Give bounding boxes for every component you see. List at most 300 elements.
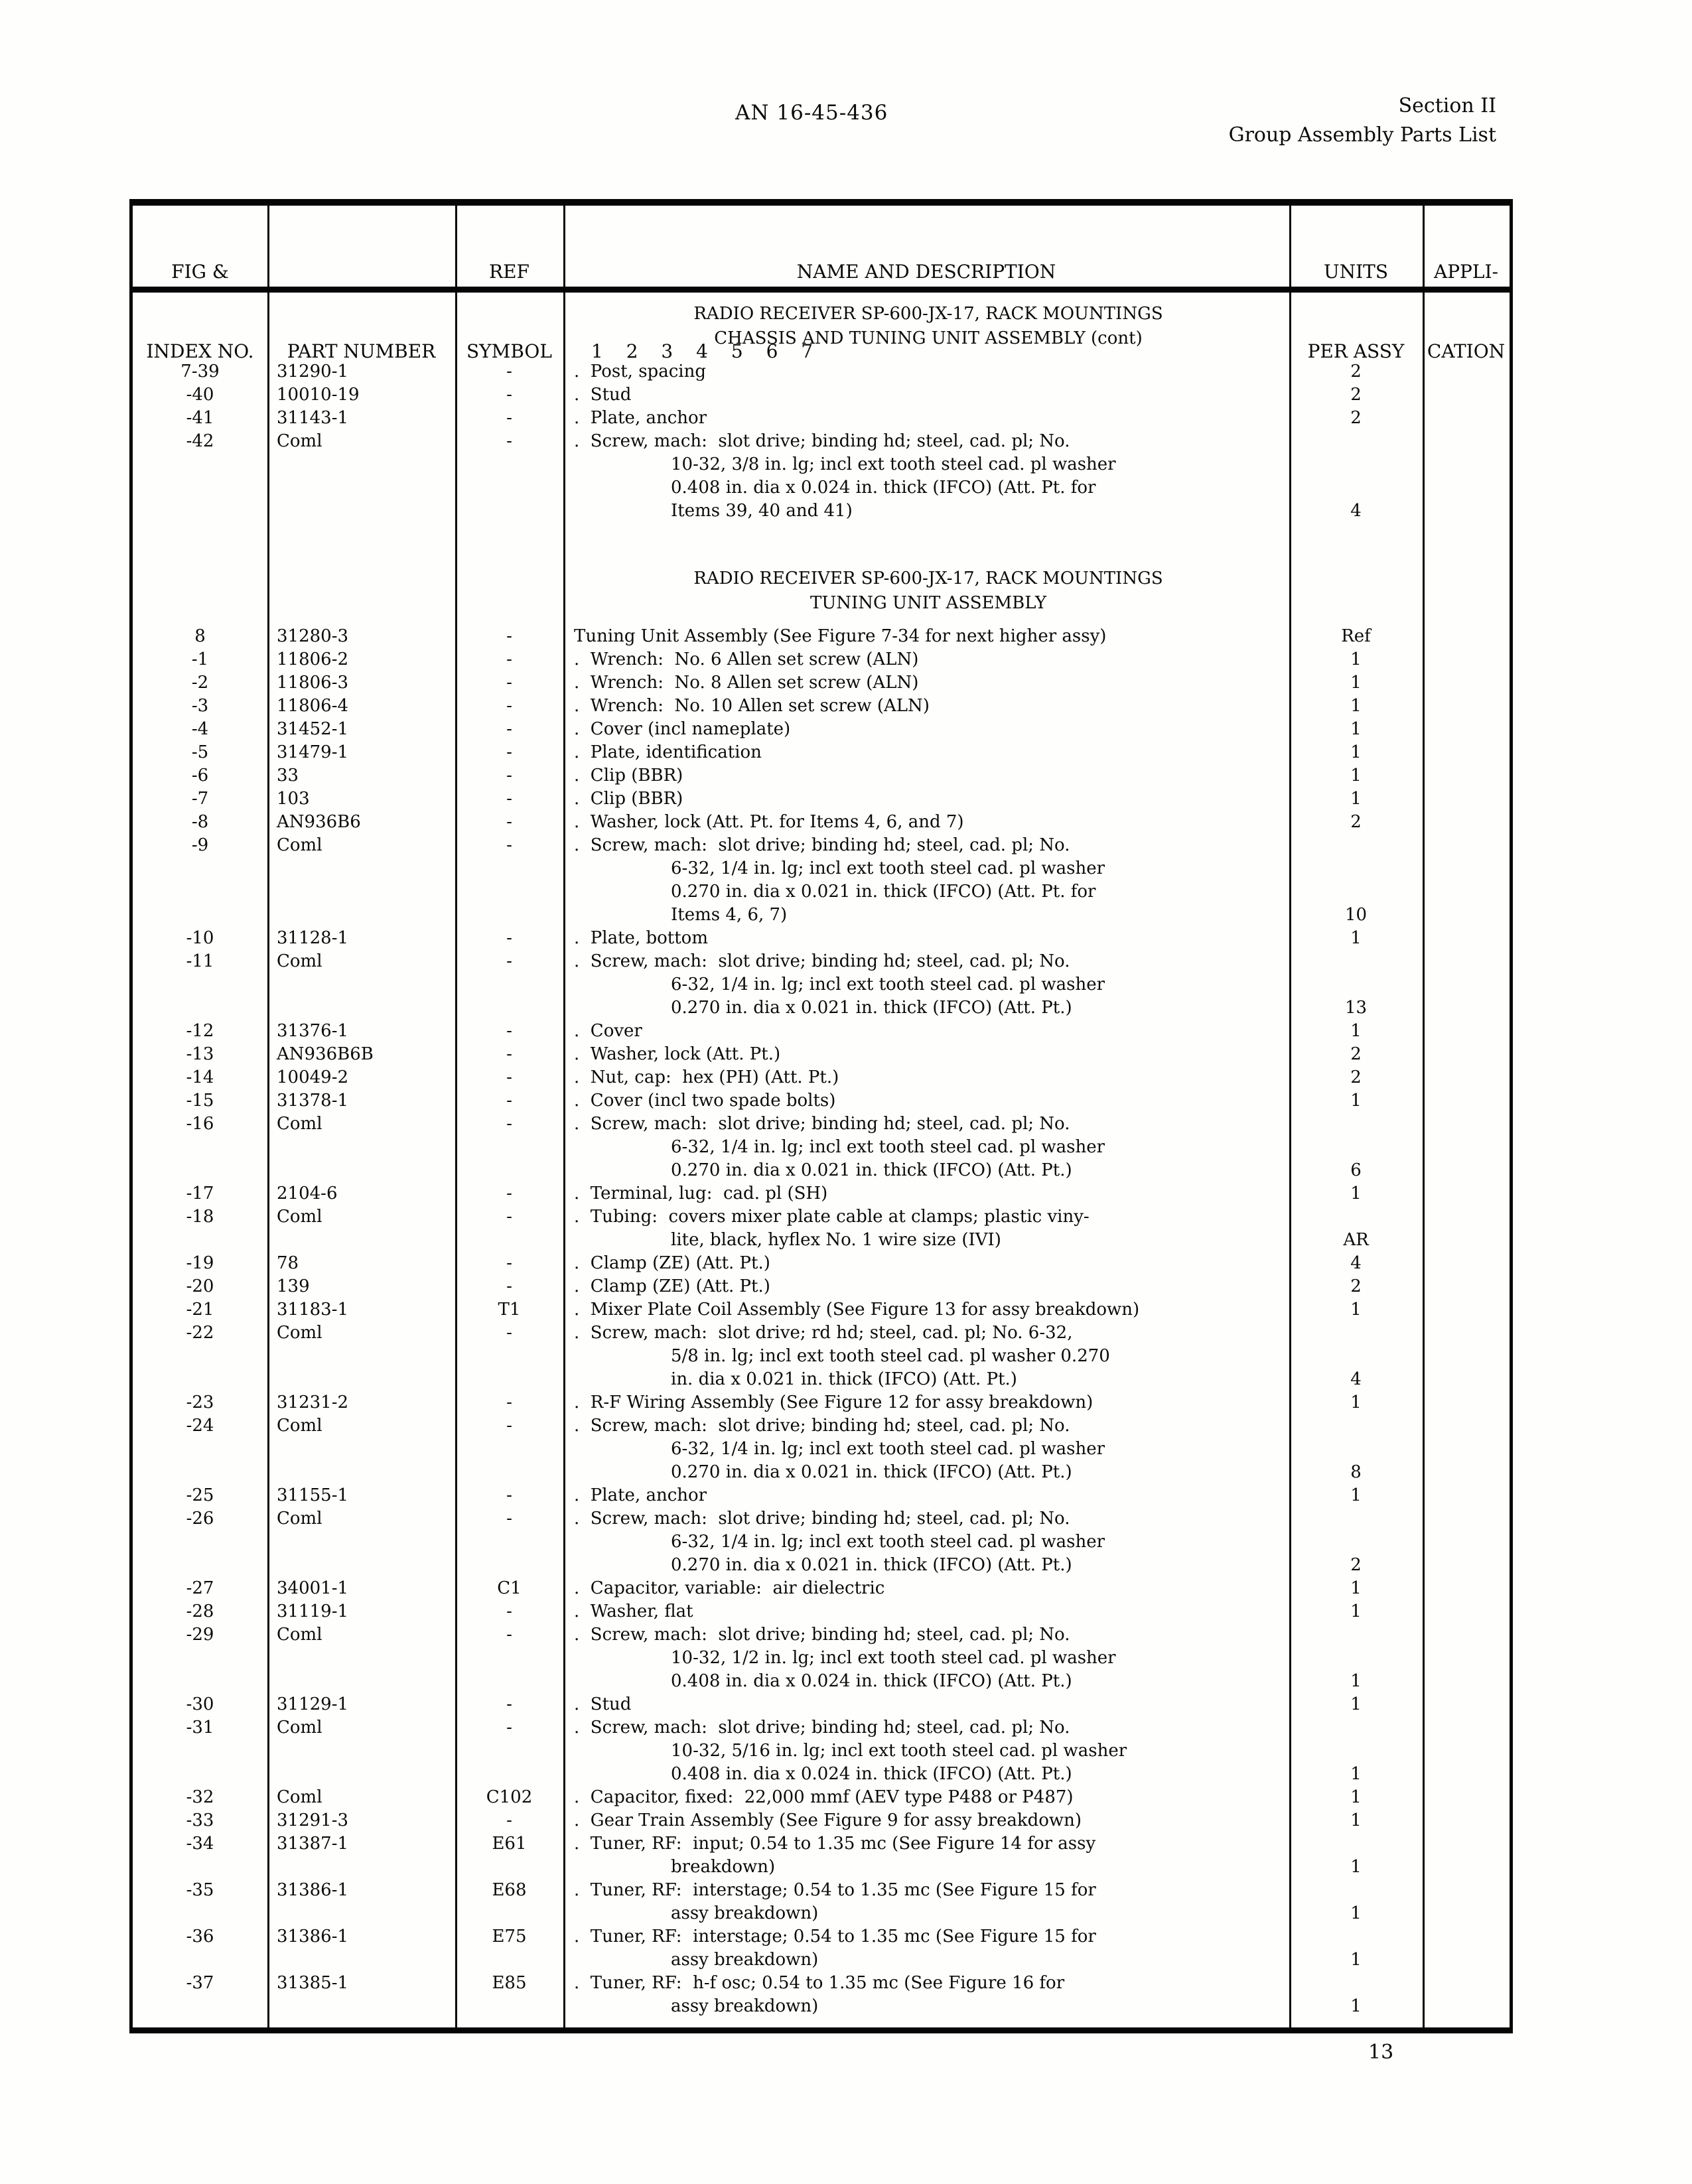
units-per-assy-cell: 1 [1350,1694,1362,1714]
part-number-cell: 31280-3 [277,626,349,646]
application-cell [1423,1252,1510,1275]
units-per-assy-cell: 2 [1350,812,1362,832]
units-per-assy-cell: 4 [1350,501,1362,521]
ref-symbol-cell: - [506,1810,512,1830]
part-number-cell: Coml [277,1718,322,1738]
part-number-cell: 34001-1 [277,1578,349,1598]
description-line: . Screw, mach: slot drive; binding hd; steel, cad. pl; No. [574,431,1070,451]
description-line: assy breakdown) [671,1950,819,1970]
description-cell [563,1252,1289,1275]
part-number-cell: 31386-1 [277,1927,349,1946]
description-cell [563,648,1289,671]
fig-index-cell: -35 [186,1880,214,1900]
units-per-assy-cell: 4 [1350,1253,1362,1273]
application-cell [1423,671,1510,695]
part-number-cell: AN936B6B [277,1044,374,1064]
part-row [133,1182,1510,1205]
column-divider [267,206,269,2027]
description-cell [563,718,1289,741]
units-per-assy-cell: 1 [1350,1671,1362,1691]
ref-symbol-cell: E75 [492,1927,527,1946]
description-line: . Washer, lock (Att. Pt. for Items 4, 6, and 7) [574,812,964,832]
ref-symbol-cell: - [506,673,512,693]
ref-symbol-cell: - [506,1184,512,1203]
application-cell [1423,1925,1510,1972]
units-per-assy-cell: 1 [1350,1485,1362,1505]
description-line: 0.270 in. dia x 0.021 in. thick (IFCO) (Att. Pt.) [671,1160,1072,1180]
ref-symbol-cell: - [506,1509,512,1529]
section-title-line: RADIO RECEIVER SP-600-JX-17, RACK MOUNTINGS [693,569,1163,588]
description-line: . Cover [574,1021,642,1041]
ref-symbol-cell: - [506,649,512,669]
ref-symbol-cell: - [506,696,512,716]
application-cell [1423,1809,1510,1832]
fig-index-cell: -24 [186,1416,214,1436]
fig-index-cell: -3 [191,696,209,716]
part-number-cell: 31119-1 [277,1602,349,1621]
header-name-description-line1: NAME AND DESCRIPTION [796,261,1056,283]
application-cell [1423,1391,1510,1414]
description-line: . Screw, mach: slot drive; binding hd; steel, cad. pl; No. [574,951,1070,971]
part-number-cell: 31128-1 [277,928,349,948]
ref-symbol-cell: - [506,362,512,381]
part-row [133,360,1510,383]
application-cell [1423,1716,1510,1786]
units-per-assy-cell: 1 [1350,1764,1362,1784]
ref-symbol-cell: - [506,1416,512,1436]
description-cell [563,927,1289,950]
units-per-assy-cell: 1 [1350,1810,1362,1830]
description-line: . Wrench: No. 8 Allen set screw (ALN) [574,673,919,693]
ref-symbol-cell: - [506,1067,512,1087]
description-cell [563,950,1289,1020]
description-line: . Screw, mach: slot drive; rd hd; steel, cad. pl; No. 6-32, [574,1323,1073,1343]
description-cell [563,1182,1289,1205]
part-number-cell: 33 [277,766,299,785]
description-cell [563,1786,1289,1809]
description-line: . Clamp (ZE) (Att. Pt.) [574,1276,770,1296]
fig-index-cell: -27 [186,1578,214,1598]
part-row [133,1322,1510,1391]
part-row [133,1298,1510,1322]
units-per-assy-cell: 13 [1344,998,1368,1018]
description-line: . Plate, identification [574,742,762,762]
column-divider [1289,206,1291,2027]
table-body [133,293,1510,2018]
application-cell [1423,407,1510,430]
ref-symbol-cell: E61 [492,1834,527,1854]
ref-symbol-cell: - [506,1276,512,1296]
description-line: . Screw, mach: slot drive; binding hd; steel, cad. pl; No. [574,1416,1070,1436]
description-line: . Screw, mach: slot drive; binding hd; steel, cad. pl; No. [574,1625,1070,1645]
part-number-cell: Coml [277,431,322,451]
part-row [133,1205,1510,1252]
description-line: lite, black, hyflex No. 1 wire size (IVI) [671,1230,1001,1250]
description-line: . Washer, flat [574,1602,693,1621]
description-cell [563,1577,1289,1600]
description-cell [563,1322,1289,1391]
application-cell [1423,834,1510,927]
description-cell [563,764,1289,787]
description-line: . Cover (incl two spade bolts) [574,1091,836,1111]
part-number-cell: 31143-1 [277,408,349,428]
header-fig-index-line2: INDEX NO. [146,340,254,362]
description-cell [563,834,1289,927]
description-line: . Tuner, RF: interstage; 0.54 to 1.35 mc (See Figure 15 for [574,1880,1096,1900]
part-row [133,1275,1510,1298]
application-cell [1423,1089,1510,1113]
description-line: . Screw, mach: slot drive; binding hd; steel, cad. pl; No. [574,1509,1070,1529]
units-per-assy-cell: 4 [1350,1369,1362,1389]
description-line: . Tuner, RF: h-f osc; 0.54 to 1.35 mc (See Figure 16 for [574,1973,1065,1993]
part-number-cell: 31386-1 [277,1880,349,1900]
application-cell [1423,1275,1510,1298]
ref-symbol-cell: - [506,626,512,646]
fig-index-cell: -37 [186,1973,214,1993]
units-per-assy-cell: 2 [1350,408,1362,428]
description-line: assy breakdown) [671,1903,819,1923]
units-per-assy-cell: 1 [1350,1996,1362,2016]
description-cell [563,1879,1289,1925]
description-line: 0.270 in. dia x 0.021 in. thick (IFCO) (Att. Pt.) [671,998,1072,1018]
description-line: . Terminal, lug: cad. pl (SH) [574,1184,828,1203]
part-number-cell: Coml [277,1625,322,1645]
units-per-assy-cell: Ref [1341,626,1371,646]
part-row [133,787,1510,811]
description-line: 0.270 in. dia x 0.021 in. thick (IFCO) (Att. Pt. for [671,882,1096,902]
header-ref-symbol-line2: SYMBOL [466,340,552,362]
description-cell [563,671,1289,695]
part-number-cell: 2104-6 [277,1184,338,1203]
part-number-cell: 103 [277,789,310,809]
ref-symbol-cell: - [506,766,512,785]
part-row [133,718,1510,741]
ref-symbol-cell: T1 [498,1300,521,1320]
application-cell [1423,950,1510,1020]
part-row [133,1089,1510,1113]
header-indenture-levels: 1 2 3 4 5 6 7 [591,340,813,362]
part-number-cell: Coml [277,1787,322,1807]
description-cell [563,1391,1289,1414]
ref-symbol-cell: E68 [492,1880,527,1900]
description-cell [563,1298,1289,1322]
description-line: . Wrench: No. 10 Allen set screw (ALN) [574,696,930,716]
units-per-assy-cell: 2 [1350,362,1362,381]
description-line: . Screw, mach: slot drive; binding hd; steel, cad. pl; No. [574,1114,1070,1134]
part-row [133,764,1510,787]
application-cell [1423,1298,1510,1322]
fig-index-cell: -21 [186,1300,214,1320]
description-line: 6-32, 1/4 in. lg; incl ext tooth steel cad. pl washer [671,975,1105,994]
units-per-assy-cell: 2 [1350,1067,1362,1087]
fig-index-cell: -26 [186,1509,214,1529]
assembly-section [133,567,1510,2018]
fig-index-cell: -10 [186,928,214,948]
part-row [133,648,1510,671]
description-cell [563,430,1289,523]
ref-symbol-cell: - [506,1021,512,1041]
application-cell [1423,383,1510,407]
description-line: . Wrench: No. 6 Allen set screw (ALN) [574,649,919,669]
part-row [133,430,1510,523]
application-cell [1423,1020,1510,1043]
application-cell [1423,1600,1510,1623]
description-line: 10-32, 5/16 in. lg; incl ext tooth steel cad. pl washer [671,1741,1127,1761]
fig-index-cell: -19 [186,1253,214,1273]
part-number-cell: 31155-1 [277,1485,349,1505]
description-line: 5/8 in. lg; incl ext tooth steel cad. pl washer 0.270 [671,1346,1110,1366]
description-cell [563,1809,1289,1832]
description-cell [563,1275,1289,1298]
description-line: 10-32, 1/2 in. lg; incl ext tooth steel cad. pl washer [671,1648,1116,1668]
description-cell [563,1043,1289,1066]
ref-symbol-cell: - [506,1114,512,1134]
ref-symbol-cell: - [506,951,512,971]
fig-index-cell: -14 [186,1067,214,1087]
column-divider [1423,206,1425,2027]
fig-index-cell: -20 [186,1276,214,1296]
section-reference-line2: Group Assembly Parts List [1228,123,1496,147]
part-number-cell: 31387-1 [277,1834,349,1854]
units-per-assy-cell: 1 [1350,1602,1362,1621]
fig-index-cell: -7 [191,789,209,809]
part-row [133,950,1510,1020]
part-number-cell: 31129-1 [277,1694,349,1714]
fig-index-cell: -2 [191,673,209,693]
part-number-cell: Coml [277,835,322,855]
application-cell [1423,1414,1510,1484]
part-number-cell: Coml [277,1323,322,1343]
part-row [133,1577,1510,1600]
description-line: 0.408 in. dia x 0.024 in. thick (IFCO) (Att. Pt.) [671,1764,1072,1784]
column-divider [455,206,457,2027]
fig-index-cell: -16 [186,1114,214,1134]
description-line: 6-32, 1/4 in. lg; incl ext tooth steel cad. pl washer [671,1532,1105,1552]
units-per-assy-cell: 1 [1350,1787,1362,1807]
description-cell [563,1716,1289,1786]
part-row [133,1809,1510,1832]
description-cell [563,407,1289,430]
part-row [133,1786,1510,1809]
fig-index-cell: -5 [191,742,209,762]
part-row [133,1600,1510,1623]
application-cell [1423,695,1510,718]
part-number-cell: Coml [277,1509,322,1529]
units-per-assy-cell: 1 [1350,1857,1362,1877]
header-application-line2: CATION [1427,340,1506,362]
fig-index-cell: -40 [186,385,214,405]
fig-index-cell: -17 [186,1184,214,1203]
description-line: . Capacitor, fixed: 22,000 mmf (AEV type P488 or P487) [574,1787,1074,1807]
application-cell [1423,811,1510,834]
description-cell [563,1484,1289,1507]
ref-symbol-cell: - [506,1207,512,1227]
fig-index-cell: -11 [186,951,214,971]
ref-symbol-cell: E85 [492,1973,527,1993]
description-cell [563,741,1289,764]
description-cell [563,1972,1289,2018]
description-line: . Cover (incl nameplate) [574,719,791,739]
description-cell [563,1205,1289,1252]
part-number-cell: 11806-4 [277,696,349,716]
description-line: 0.408 in. dia x 0.024 in. thick (IFCO) (Att. Pt. for [671,478,1096,498]
ref-symbol-cell: - [506,1694,512,1714]
part-number-cell: 31479-1 [277,742,349,762]
application-cell [1423,360,1510,383]
part-row [133,625,1510,648]
part-number-cell: Coml [277,1114,322,1134]
description-cell [563,1693,1289,1716]
description-line: . Plate, anchor [574,1485,707,1505]
application-cell [1423,1066,1510,1089]
description-line: . Screw, mach: slot drive; binding hd; steel, cad. pl; No. [574,835,1070,855]
fig-index-cell: -30 [186,1694,214,1714]
part-number-cell: 11806-2 [277,649,349,669]
part-number-cell: 31385-1 [277,1973,349,1993]
units-per-assy-cell: 10 [1344,905,1368,925]
ref-symbol-cell: C102 [486,1787,533,1807]
part-row [133,811,1510,834]
fig-index-cell: -28 [186,1602,214,1621]
description-line: 6-32, 1/4 in. lg; incl ext tooth steel cad. pl washer [671,1137,1105,1157]
part-row [133,1832,1510,1879]
part-row [133,1716,1510,1786]
description-line: 10-32, 3/8 in. lg; incl ext tooth steel cad. pl washer [671,454,1116,474]
part-row [133,1507,1510,1577]
application-cell [1423,1972,1510,2018]
ref-symbol-cell: C1 [497,1578,522,1598]
part-row [133,1693,1510,1716]
fig-index-cell: -25 [186,1485,214,1505]
ref-symbol-cell: - [506,835,512,855]
application-cell [1423,648,1510,671]
ref-symbol-cell: - [506,789,512,809]
description-line: . Plate, bottom [574,928,708,948]
units-per-assy-cell: AR [1343,1230,1369,1250]
units-per-assy-cell: 1 [1350,696,1362,716]
ref-symbol-cell: - [506,812,512,832]
fig-index-cell: -31 [186,1718,214,1738]
part-number-cell: Coml [277,1416,322,1436]
part-row [133,407,1510,430]
application-cell [1423,430,1510,523]
doc-number: AN 16-45-436 [735,101,888,125]
application-cell [1423,1322,1510,1391]
application-cell [1423,1507,1510,1577]
ref-symbol-cell: - [506,1718,512,1738]
description-line: . Clamp (ZE) (Att. Pt.) [574,1253,770,1273]
part-row [133,1252,1510,1275]
units-per-assy-cell: 1 [1350,789,1362,809]
units-per-assy-cell: 2 [1350,1276,1362,1296]
application-cell [1423,1043,1510,1066]
header-fig-index-line1: FIG & [171,261,229,283]
ref-symbol-cell: - [506,1393,512,1412]
description-line: . Capacitor, variable: air dielectric [574,1578,885,1598]
section-title-line: CHASSIS AND TUNING UNIT ASSEMBLY (cont) [714,328,1143,348]
fig-index-cell: -13 [186,1044,214,1064]
application-cell [1423,1693,1510,1716]
units-per-assy-cell: 1 [1350,742,1362,762]
ref-symbol-cell: - [506,1323,512,1343]
part-row [133,1391,1510,1414]
ref-symbol-cell: - [506,1091,512,1111]
fig-index-cell: -9 [191,835,209,855]
part-row [133,1972,1510,2018]
application-cell [1423,1205,1510,1252]
part-row [133,1925,1510,1972]
description-cell [563,811,1289,834]
description-line: 0.270 in. dia x 0.021 in. thick (IFCO) (Att. Pt.) [671,1555,1072,1575]
description-line: . Clip (BBR) [574,789,683,809]
fig-index-cell: -34 [186,1834,214,1854]
description-cell [563,1600,1289,1623]
description-line: 6-32, 1/4 in. lg; incl ext tooth steel cad. pl washer [671,858,1105,878]
ref-symbol-cell: - [506,742,512,762]
part-row [133,1113,1510,1182]
description-line: . Tubing: covers mixer plate cable at clamps; plastic viny- [574,1207,1090,1227]
section-reference [1229,92,1496,150]
part-number-cell: 31231-2 [277,1393,349,1412]
part-number-cell: 31290-1 [277,362,349,381]
part-row [133,695,1510,718]
application-cell [1423,1182,1510,1205]
description-line: assy breakdown) [671,1996,819,2016]
application-cell [1423,625,1510,648]
part-number-cell: 78 [277,1253,299,1273]
units-per-assy-cell: 1 [1350,719,1362,739]
description-line: . Screw, mach: slot drive; binding hd; steel, cad. pl; No. [574,1718,1070,1738]
description-line: . Gear Train Assembly (See Figure 9 for assy breakdown) [574,1810,1082,1830]
fig-index-cell: -8 [191,812,209,832]
application-cell [1423,1832,1510,1879]
ref-symbol-cell: - [506,1485,512,1505]
description-line: breakdown) [671,1857,776,1877]
description-line: . Washer, lock (Att. Pt.) [574,1044,781,1064]
part-number-cell: AN936B6 [277,812,361,832]
page-number: 13 [1368,2041,1394,2064]
ref-symbol-cell: - [506,1625,512,1645]
section-reference-line1: Section II [1398,94,1496,117]
header-application-line1: APPLI- [1433,261,1498,283]
ref-symbol-cell: - [506,385,512,405]
units-per-assy-cell: 1 [1350,1393,1362,1412]
fig-index-cell: -22 [186,1323,214,1343]
units-per-assy-cell: 1 [1350,1903,1362,1923]
application-cell [1423,1577,1510,1600]
application-cell [1423,741,1510,764]
description-cell [563,625,1289,648]
units-per-assy-cell: 2 [1350,385,1362,405]
ref-symbol-cell: - [506,1253,512,1273]
units-per-assy-cell: 1 [1350,673,1362,693]
ref-symbol-cell: - [506,1602,512,1621]
fig-index-cell: 8 [194,626,206,646]
part-number-cell: 139 [277,1276,310,1296]
description-line: . Tuner, RF: input; 0.54 to 1.35 mc (See Figure 14 for assy [574,1834,1096,1854]
fig-index-cell: 7-39 [180,362,220,381]
part-row [133,1066,1510,1089]
description-line: 0.270 in. dia x 0.021 in. thick (IFCO) (Att. Pt.) [671,1462,1072,1482]
part-row [133,834,1510,927]
description-cell [563,1089,1289,1113]
part-number-cell: 31291-3 [277,1810,349,1830]
description-cell [563,1020,1289,1043]
part-number-cell: 31378-1 [277,1091,349,1111]
part-number-cell: 31452-1 [277,719,349,739]
parts-table [129,199,1513,2033]
fig-index-cell: -29 [186,1625,214,1645]
